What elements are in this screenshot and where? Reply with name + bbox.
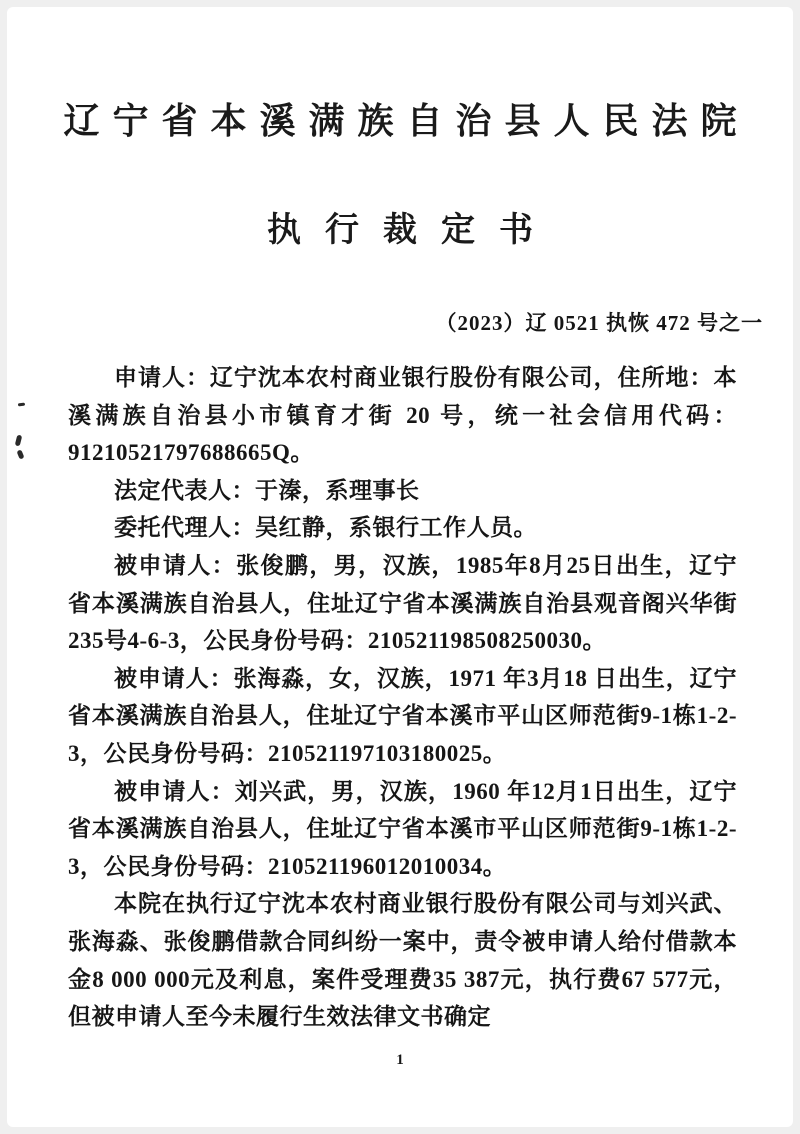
document-body	[7, 359, 793, 1036]
paragraph-respondent-1: 被申请人：张俊鹏，男，汉族，1985年8月25日出生，辽宁省本溪满族自治县人，住址辽宁省本溪满族自治县观音阁兴华街235号4-6-3，公民身份号码：210521198508250030。	[68, 552, 737, 654]
document-title: 执行裁定书	[267, 212, 557, 249]
paragraph-case-summary: 本院在执行辽宁沈本农村商业银行股份有限公司与刘兴武、张海淼、张俊鹏借款合同纠纷一案中，责令被申请人给付借款本金8 000 000元及利息，案件受理费35 387元，执行费67 577元，但被申请人至今未履行生效法律文书确定	[68, 891, 737, 1030]
page-number: 1	[396, 1052, 404, 1068]
paragraph-applicant: 申请人：辽宁沈本农村商业银行股份有限公司，住所地：本溪满族自治县小市镇育才街 20 号，统一社会信用代码：91210521797688665Q。	[68, 365, 737, 466]
court-name-heading: 辽宁省本溪满族自治县人民法院	[63, 101, 750, 141]
paragraph-legal-representative: 法定代表人：于溱，系理事长	[114, 477, 420, 503]
case-number: （2023）辽 0521 执恢 472 号之一	[435, 311, 763, 335]
document-page	[7, 7, 793, 1127]
paragraph-entrusted-agent: 委托代理人：吴红静，系银行工作人员。	[114, 515, 537, 541]
paragraph-respondent-2: 被申请人：张海淼，女，汉族，1971 年3月18 日出生，辽宁省本溪满族自治县人，住址辽宁省本溪市平山区师范街9-1栋1-2-3，公民身份号码：210521197103180025。	[68, 665, 737, 766]
paragraph-respondent-3: 被申请人：刘兴武，男，汉族，1960 年12月1日出生，辽宁省本溪满族自治县人，住址辽宁省本溪市平山区师范街9-1栋1-2-3，公民身份号码：210521196012010034。	[68, 778, 737, 879]
